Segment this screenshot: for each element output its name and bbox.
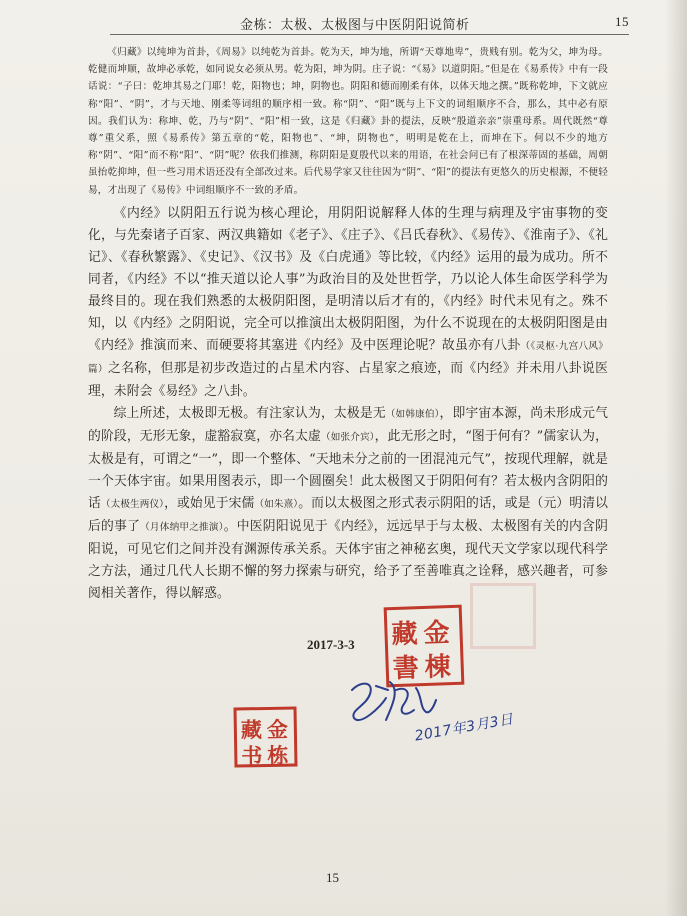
- page-edge-shadow: [665, 0, 687, 916]
- seal-top-char-2: 棟: [424, 652, 452, 683]
- conclusion-text-g: ，或始见于宋儒: [164, 495, 255, 511]
- seal-left-char-4: 书: [241, 743, 263, 769]
- running-head-title: 金栋：太极、太极图与中医阴阳说简析: [240, 18, 470, 33]
- conclusion-text-i: 。而以太极图之形式表示阴阳的话，或是（元）明清以后的事了: [88, 495, 609, 534]
- conclusion-note-b: （如韩康伯）: [385, 408, 440, 420]
- conclusion-note-j: （月体纳甲之推演）: [140, 521, 224, 533]
- paragraph-neijing-note: （《灵枢·九宫八风》篇）: [88, 340, 608, 375]
- paragraph-neijing-text-a: 《内经》以阴阳五行说为核心理论，用阴阳说解释人体的生理与病理及宇宙事物的变化，与先秦诸子百家、两汉典籍如《老子》、《庄子》、《吕氏春秋》、《易传》、《淮南子》、《礼记》、《春秋繁露》、《史记》、《汉书》及《白虎通》等比较，《内经》运用的最为成功。所不同者，《内经》不以“推天道以论人事”为政治目的及处世哲学，乃以论人体生命医学科学为最终目的。现在我们熟悉的太极阴阳图，是明清以后才有的，《内经》时代未见有之。殊不知，以《内经》之阴阳说，完全可以推演出太极阴阳图，为什么不说现在的太极阴阳图是由《内经》推演而来、而硬要将其塞进《内经》及中医理论呢？故虽亦有八卦: [88, 205, 608, 353]
- conclusion-note-f: （太极生两仪）: [100, 498, 165, 510]
- running-head-page-number: 15: [615, 14, 629, 29]
- conclusion-note-h: （如朱熹）: [254, 498, 299, 510]
- footnote-paragraph: 《归藏》以纯坤为首卦，《周易》以纯乾为首卦。乾为天，坤为地，所谓“天尊地卑”，贵贱有别。乾为父，坤为母。乾健而坤顺，故坤必承乾，如同说女必须从男。乾为阳，坤为阴。庄子说：“《易》以道阴阳。”但是在《易系传》中有一段话说：“子曰：乾坤其易之门耶！乾，阳物也；坤，阴物也。阴阳和德而刚柔有体，以体天地之撰。”既称乾坤，下文就应称“阳”、“阴”，才与天地、刚柔等词组的顺序相一致。称“阴”、“阳”既与上下文的词组顺序不合，那么，其中必有原因。我们认为：称坤、乾，乃与“阴”、“阳”相一致，这是《归藏》卦的提法，反映“殷道亲亲”崇重母系。周代既然“尊尊”重父系，照《易系传》第五章的“乾，阳物也”、“坤，阴物也”，明明是乾在上，而坤在下。何以不少的地方称“阴”、“阳”而不称“阳”、“阴”呢？依我们推测，称阴阳是夏殷代以来的用语，在社会问已有了根深蒂固的基础，周朝虽抬乾抑坤，但一些习用术语还没有全部改过来。后代易学家又往往因为“阴”、“阳”的提法有更悠久的历史根源，不便轻易，才出现了《易传》中词组顺序不一致的矛盾。: [88, 47, 608, 196]
- seal-left-char-3: 藏: [240, 717, 263, 743]
- seal-top-char-3: 藏: [391, 619, 419, 651]
- body-text: [88, 44, 608, 605]
- paragraph-neijing-text-c: 之名称，但那是初步改造过的占星术内容、占星家之痕迹，而《内经》并未用八卦说医理，未附会《易经》之八卦。: [88, 360, 608, 399]
- seal-top-char-1: 金: [423, 618, 451, 649]
- paragraph-neijing: [88, 203, 608, 403]
- conclusion-text-k: 。中医阴阳说见于《内经》，远远早于与太极、太极图有关的内含阴阳说，可见它们之间并没有渊源传承关系。天体宇宙之神秘玄奥，现代天文学家以现代科学之方法，通过几代人长期不懈的努力探索与研究，给予了至善唯真之诠释，感兴趣者，可参阅相关著作，得以解惑。: [88, 518, 608, 601]
- faint-seal-impression: [470, 583, 536, 649]
- seal-top-char-4: 書: [392, 653, 420, 685]
- footer-page-number: 15: [326, 870, 339, 885]
- conclusion-note-d: （如张介宾）: [320, 431, 375, 443]
- conclusion-text-c: ，即宇宙本源，尚未形成元气的阶段，无形无象，虚豁寂寞，亦名太虚: [88, 405, 608, 444]
- conclusion-text-a: 综上所述，太极即无极。有注家认为，太极是无: [113, 405, 386, 421]
- conclusion-text-e: ，此无形之时，“图于何有？”儒家认为，太极是有，可谓之“一”，即一个整体、“天地未分之前的一团混沌元气”，按现代理解，就是一个天体宇宙。如果用图表示，即一个圆圈矣！此太极图又于阴阳何有？若太极内含阴阳的话: [88, 428, 608, 511]
- seal-stamp-left: [233, 706, 297, 767]
- date-line: 2017-3-3: [307, 637, 355, 652]
- handwritten-signature: [330, 660, 510, 760]
- seal-left-char-1: 金: [266, 716, 289, 742]
- seal-left-char-2: 栋: [267, 742, 289, 768]
- handwritten-date: 2017年3月3日: [413, 711, 515, 745]
- paragraph-conclusion: [88, 403, 608, 605]
- running-head: [110, 12, 629, 35]
